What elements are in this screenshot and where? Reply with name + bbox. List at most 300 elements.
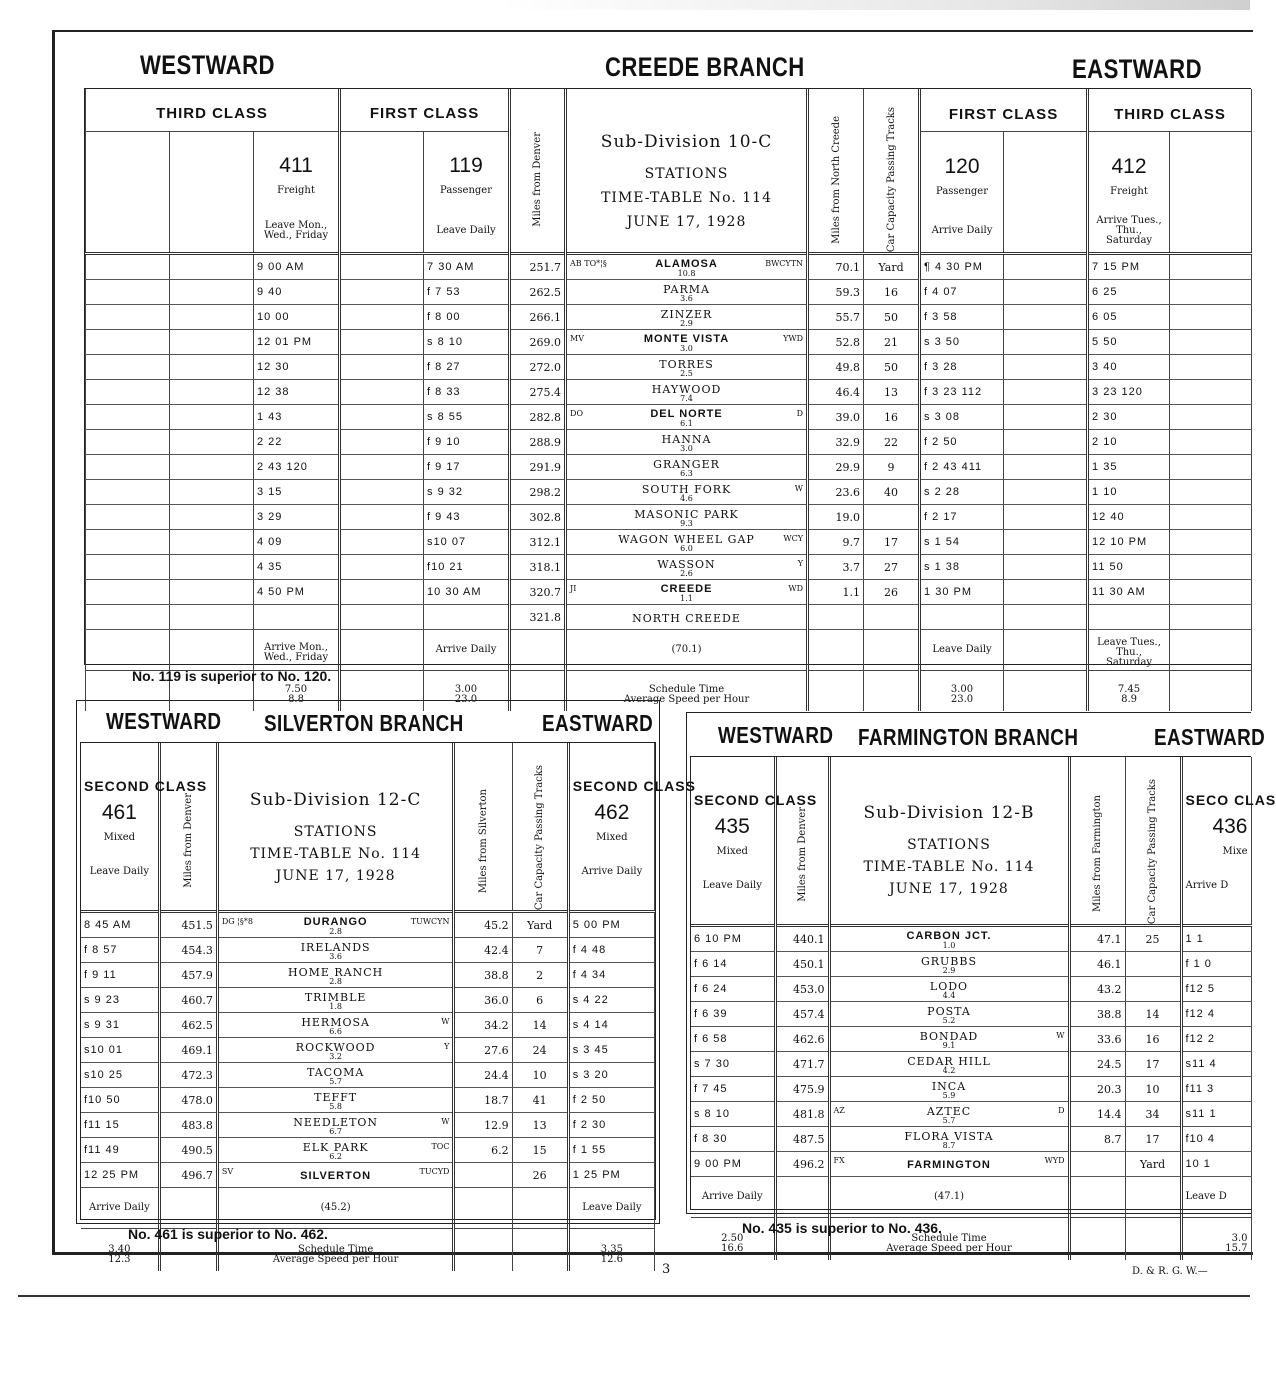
farmington-eastward-header: EASTWARD (1154, 724, 1266, 750)
train-411-time: 3 15 (254, 480, 340, 505)
station-name: NEEDLETON (293, 1116, 379, 1130)
train-411-time: 12 30 (254, 355, 340, 380)
station-office-code: MV (570, 334, 584, 344)
station-facility-code: W (441, 1017, 450, 1027)
station-name: CEDAR HILL (907, 1055, 991, 1069)
miles-from-north-creede: 19.0 (808, 505, 864, 530)
station-facility-code: W (441, 1117, 450, 1127)
eastbound-time: f 4 34 (568, 963, 654, 988)
eastbound-time: s11 1 (1181, 1102, 1251, 1127)
station-cell (829, 1077, 1069, 1102)
empty-cell (1170, 505, 1252, 530)
creede-leave-412: Leave Tues., Thu., Saturday (1097, 637, 1161, 669)
station-office-code: JI (570, 584, 577, 594)
station-cell (566, 530, 808, 555)
farmington-westward-header: WESTWARD (718, 722, 834, 748)
train-461-kind: Mixed (103, 831, 136, 843)
train-412-time: 5 50 (1088, 330, 1170, 355)
empty-cell (1170, 355, 1252, 380)
car-capacity: 14 (512, 1013, 568, 1038)
train-411-time: 4 35 (254, 555, 340, 580)
miles-from-denver: 440.1 (775, 926, 829, 952)
creede-eastward-header: EASTWARD (1072, 54, 1202, 84)
station-cell (566, 580, 808, 605)
car-capacity: 25 (1125, 926, 1181, 952)
station-name: FARMINGTON (907, 1159, 991, 1172)
miles-from-terminal (454, 1163, 512, 1188)
eastbound-time: f 2 30 (568, 1113, 654, 1138)
eastbound-time: f10 4 (1181, 1127, 1251, 1152)
silverton-miles-other-label: Miles from Silverton (478, 788, 490, 893)
station-cell (829, 952, 1069, 977)
creede-sched-411: 7.50 (284, 684, 308, 696)
miles-from-denver: 291.9 (510, 455, 566, 480)
empty-cell (86, 305, 170, 330)
eastbound-time: f12 5 (1181, 977, 1251, 1002)
empty-cell (86, 405, 170, 430)
empty-cell (86, 505, 170, 530)
empty-cell (170, 254, 254, 280)
eastbound-time: 1 25 PM (568, 1163, 654, 1188)
silverton-second-class-east: SECOND CLASS (572, 777, 696, 794)
station-name: TRIMBLE (304, 991, 367, 1005)
station-distance: 4.4 (942, 991, 956, 1001)
station-cell (566, 330, 808, 355)
station-facility-code: YWD (783, 334, 804, 344)
creede-first-class-east: FIRST CLASS (948, 106, 1059, 124)
westbound-time: s10 01 (81, 1038, 159, 1063)
silverton-subdivision: Sub-Division 12-C (249, 789, 422, 810)
miles-from-denver: 269.0 (510, 330, 566, 355)
miles-from-denver: 475.9 (775, 1077, 829, 1102)
station-name: WAGON WHEEL GAP (618, 533, 755, 547)
silverton-table (81, 743, 696, 1271)
train-120-time: f 3 28 (920, 355, 1004, 380)
station-name: TACOMA (306, 1066, 365, 1080)
miles-from-denver: 266.1 (510, 305, 566, 330)
creede-third-class-west: THIRD CLASS (156, 105, 268, 123)
creede-speed-412: 8.9 (1121, 694, 1137, 706)
station-cell (217, 1088, 454, 1113)
station-facility-code: Y (444, 1042, 450, 1052)
miles-from-denver: 496.2 (775, 1152, 829, 1177)
train-120-time: f 2 17 (920, 505, 1004, 530)
farmington-subdivision: Sub-Division 12-B (863, 802, 1035, 823)
station-cell (829, 1002, 1069, 1027)
station-office-code: DO (570, 409, 584, 419)
table-row (691, 1152, 1251, 1177)
train-120-time: s 1 38 (920, 555, 1004, 580)
table-row (691, 1027, 1251, 1052)
farmington-timetable-date: JUNE 17, 1928 (889, 880, 1009, 897)
train-462-days: Arrive Daily (581, 865, 643, 877)
westbound-time: s 7 30 (691, 1052, 775, 1077)
farmington-second-class-east: SECO CLAS (1185, 791, 1276, 808)
westbound-time: f11 49 (81, 1138, 159, 1163)
table-row (81, 1038, 655, 1063)
empty-cell (1170, 530, 1252, 555)
creede-table (85, 89, 1252, 711)
train-119-time: f 7 53 (424, 280, 510, 305)
station-cell (566, 254, 808, 280)
empty-cell (340, 480, 424, 505)
footer-railroad: D. & R. G. W.— (1132, 1266, 1208, 1277)
station-name: MONTE VISTA (643, 333, 730, 346)
car-capacity: 50 (864, 305, 920, 330)
train-436-days: Arrive D (1185, 879, 1229, 891)
table-row (81, 1013, 655, 1038)
car-capacity: 16 (1125, 1027, 1181, 1052)
station-name: ELK PARK (302, 1141, 369, 1155)
station-name: PARMA (663, 283, 710, 297)
miles-from-north-creede: 52.8 (808, 330, 864, 355)
empty-cell (340, 355, 424, 380)
station-distance: 9.3 (680, 519, 693, 529)
train-120-kind: Passenger (936, 185, 989, 197)
creede-speed-119: 23.0 (454, 694, 478, 706)
empty-cell (170, 280, 254, 305)
empty-cell (1170, 254, 1252, 280)
table-row (81, 988, 655, 1013)
miles-from-denver: 481.8 (775, 1102, 829, 1127)
creede-speed-120: 23.0 (950, 694, 974, 706)
station-distance: 5.2 (942, 1016, 956, 1026)
train-412-time: 12 10 PM (1088, 530, 1170, 555)
train-119-time: f 9 17 (424, 455, 510, 480)
table-row (86, 605, 1252, 630)
station-name: HAYWOOD (651, 383, 722, 397)
station-cell (217, 1063, 454, 1088)
westbound-time: 9 00 PM (691, 1152, 775, 1177)
train-119-time: 10 30 AM (424, 580, 510, 605)
car-capacity: 17 (1125, 1127, 1181, 1152)
eastbound-time: s 4 14 (568, 1013, 654, 1038)
station-distance: 6.2 (329, 1152, 343, 1162)
farmington-miles-other-label: Miles from Farmington (1092, 795, 1103, 913)
silverton-speed-label: Average Speed per Hour (272, 1254, 399, 1266)
train-119-kind: Passenger (440, 184, 493, 196)
miles-from-terminal: 45.2 (454, 912, 512, 938)
train-120-time: f 4 07 (920, 280, 1004, 305)
empty-cell (1004, 380, 1088, 405)
eastbound-time: f 2 50 (568, 1088, 654, 1113)
train-411-time (254, 605, 340, 630)
train-412-number: 412 (1111, 154, 1147, 178)
station-distance: 3.0 (680, 344, 693, 354)
farmington-speed-label: Average Speed per Hour (886, 1243, 1012, 1255)
train-119-days: Leave Daily (436, 224, 496, 236)
train-412-time: 2 30 (1088, 405, 1170, 430)
train-412-time: 11 30 AM (1088, 580, 1170, 605)
station-cell (566, 605, 808, 630)
eastbound-time: s 3 45 (568, 1038, 654, 1063)
eastbound-time: s 3 20 (568, 1063, 654, 1088)
table-row (691, 926, 1251, 952)
empty-cell (170, 430, 254, 455)
miles-from-denver: 275.4 (510, 380, 566, 405)
station-distance: 2.6 (680, 569, 693, 579)
table-row (86, 330, 1252, 355)
empty-cell (86, 330, 170, 355)
train-120-time: f 3 23 112 (920, 380, 1004, 405)
train-462-number: 462 (594, 800, 630, 824)
train-119-time: 7 30 AM (424, 254, 510, 280)
station-name: ZINZER (660, 308, 713, 322)
eastbound-time: f 4 48 (568, 938, 654, 963)
empty-cell (1170, 305, 1252, 330)
station-distance: 4.6 (680, 494, 693, 504)
miles-from-terminal: 43.2 (1069, 977, 1125, 1002)
train-411-kind: Freight (277, 184, 315, 196)
miles-from-terminal: 6.2 (454, 1138, 512, 1163)
station-office-code: AZ (833, 1106, 845, 1116)
empty-cell (86, 380, 170, 405)
car-capacity: 17 (1125, 1052, 1181, 1077)
silverton-sched-461: 3.40 (108, 1244, 131, 1256)
empty-cell (1004, 530, 1088, 555)
station-name: IRELANDS (300, 941, 371, 955)
empty-cell (1170, 380, 1252, 405)
table-row (81, 912, 655, 938)
silverton-timetable-date: JUNE 17, 1928 (275, 867, 396, 884)
station-facility-code: TUWCYN (410, 917, 450, 927)
train-119-number: 119 (449, 153, 483, 177)
station-facility-code: W (794, 484, 804, 494)
train-412-time: 2 10 (1088, 430, 1170, 455)
station-distance: 2.5 (680, 369, 693, 379)
miles-from-north-creede: 1.1 (808, 580, 864, 605)
train-411-time: 1 43 (254, 405, 340, 430)
station-name: LODO (929, 980, 969, 994)
miles-from-denver: 288.9 (510, 430, 566, 455)
table-row (86, 555, 1252, 580)
table-row (86, 430, 1252, 455)
station-facility-code: BWCYTN (765, 259, 804, 269)
station-name: HANNA (661, 433, 712, 447)
table-row (86, 530, 1252, 555)
eastbound-time: f 1 55 (568, 1138, 654, 1163)
silverton-leave: Leave Daily (582, 1202, 642, 1214)
car-capacity: 40 (864, 480, 920, 505)
westbound-time: s10 25 (81, 1063, 159, 1088)
eastbound-time: s11 4 (1181, 1052, 1251, 1077)
station-name: WASSON (657, 558, 716, 572)
train-412-time: 7 15 PM (1088, 254, 1170, 280)
car-capacity: 13 (864, 380, 920, 405)
creede-schedule-label: Schedule Time (648, 684, 725, 696)
creede-sched-412: 7.45 (1117, 684, 1141, 696)
train-461-number: 461 (101, 800, 137, 824)
empty-cell (340, 605, 424, 630)
creede-title: CREEDE BRANCH (605, 52, 805, 82)
westbound-time: f 8 57 (81, 938, 159, 963)
station-distance: 5.7 (942, 1116, 956, 1126)
station-cell (566, 305, 808, 330)
station-facility-code: W (1056, 1031, 1065, 1041)
silverton-total-miles: (45.2) (320, 1202, 351, 1214)
car-capacity: 16 (864, 405, 920, 430)
westbound-time: f 6 24 (691, 977, 775, 1002)
station-cell (829, 1027, 1069, 1052)
empty-cell (1004, 305, 1088, 330)
miles-from-denver: 262.5 (510, 280, 566, 305)
station-cell (829, 1052, 1069, 1077)
empty-cell (1170, 280, 1252, 305)
westbound-time: f 7 45 (691, 1077, 775, 1102)
bottom-rule (18, 1295, 1250, 1297)
miles-from-denver: 318.1 (510, 555, 566, 580)
station-name: INCA (931, 1080, 967, 1094)
station-facility-code: TUCYD (419, 1167, 450, 1177)
train-119-time: f 8 00 (424, 305, 510, 330)
train-412-time (1088, 605, 1170, 630)
station-cell (566, 430, 808, 455)
creede-arrive-411: Arrive Mon., Wed., Friday (263, 642, 329, 664)
station-name: NORTH CREEDE (632, 612, 741, 626)
eastbound-time: 10 1 (1181, 1152, 1251, 1177)
miles-from-denver: 457.4 (775, 1002, 829, 1027)
miles-from-terminal: 14.4 (1069, 1102, 1125, 1127)
empty-cell (340, 530, 424, 555)
train-119-time: s 8 55 (424, 405, 510, 430)
table-row (86, 280, 1252, 305)
station-office-code: SV (221, 1167, 234, 1177)
silverton-westward-header: WESTWARD (106, 708, 222, 734)
westbound-time: f 9 11 (81, 963, 159, 988)
empty-cell (170, 505, 254, 530)
page-number: 3 (662, 1262, 671, 1277)
farmington-sched-435: 2.50 (721, 1233, 744, 1245)
table-row (86, 580, 1252, 605)
eastbound-time: 5 00 PM (568, 912, 654, 938)
farmington-arrive: Arrive Daily (701, 1191, 763, 1203)
miles-from-denver: 282.8 (510, 405, 566, 430)
empty-cell (1004, 280, 1088, 305)
table-row (86, 380, 1252, 405)
station-name: MASONIC PARK (634, 508, 739, 522)
miles-from-north-creede: 59.3 (808, 280, 864, 305)
station-name: POSTA (927, 1005, 971, 1019)
station-cell (217, 988, 454, 1013)
farmington-speed-436: 15.7 (1225, 1243, 1248, 1255)
empty-cell (340, 405, 424, 430)
farmington-miles-denver-label: Miles from Denver (796, 807, 808, 902)
empty-cell (340, 455, 424, 480)
table-row (691, 952, 1251, 977)
car-capacity: 7 (512, 938, 568, 963)
eastbound-time: f 1 0 (1181, 952, 1251, 977)
station-cell (217, 912, 454, 938)
miles-from-north-creede: 70.1 (808, 254, 864, 280)
train-412-days: Arrive Tues., Thu., Saturday (1096, 214, 1162, 246)
miles-from-denver: 450.1 (775, 952, 829, 977)
farmington-total-miles: (47.1) (933, 1191, 965, 1203)
silverton-timetable-number: TIME-TABLE No. 114 (250, 845, 422, 862)
train-412-time: 11 50 (1088, 555, 1170, 580)
train-411-time: 4 50 PM (254, 580, 340, 605)
creede-timetable-number: TIME-TABLE No. 114 (601, 189, 772, 206)
car-capacity: 14 (1125, 1002, 1181, 1027)
station-distance: 6.6 (329, 1027, 343, 1037)
empty-cell (1004, 254, 1088, 280)
farmington-capacity-label: Car Capacity Passing Tracks (1147, 779, 1158, 925)
farmington-speed-435: 16.6 (721, 1243, 744, 1255)
car-capacity: 26 (512, 1163, 568, 1188)
station-name: DEL NORTE (650, 408, 723, 421)
silverton-speed-462: 12.6 (600, 1254, 623, 1266)
empty-cell (1170, 330, 1252, 355)
farmington-leave: Leave D (1185, 1191, 1227, 1203)
station-cell (566, 505, 808, 530)
creede-sched-119: 3.00 (454, 684, 478, 696)
train-411-days: Leave Mon., Wed., Friday (263, 219, 329, 241)
station-distance: 3.2 (329, 1052, 343, 1062)
creede-speed-label: Average Speed per Hour (623, 694, 750, 706)
train-436-kind: Mixe (1222, 845, 1248, 857)
silverton-speed-461: 12.3 (108, 1254, 131, 1266)
miles-from-denver: 487.5 (775, 1127, 829, 1152)
miles-from-terminal: 34.2 (454, 1013, 512, 1038)
miles-from-terminal: 33.6 (1069, 1027, 1125, 1052)
station-cell (566, 455, 808, 480)
creede-superiority-note: No. 119 is superior to No. 120. (132, 668, 332, 684)
station-name: ROCKWOOD (295, 1041, 376, 1055)
westbound-time: 6 10 PM (691, 926, 775, 952)
eastbound-time: f12 4 (1181, 1002, 1251, 1027)
station-distance: 6.1 (680, 419, 693, 429)
train-435-kind: Mixed (716, 845, 748, 857)
miles-from-north-creede: 46.4 (808, 380, 864, 405)
station-distance: 8.7 (942, 1141, 956, 1151)
car-capacity: 17 (864, 530, 920, 555)
train-120-time: f 2 43 411 (920, 455, 1004, 480)
silverton-capacity-label: Car Capacity Passing Tracks (534, 765, 546, 911)
car-capacity: 15 (512, 1138, 568, 1163)
westbound-time: 8 45 AM (81, 912, 159, 938)
train-411-time: 12 01 PM (254, 330, 340, 355)
miles-from-denver: 320.7 (510, 580, 566, 605)
miles-from-denver: 472.3 (159, 1063, 217, 1088)
creede-miles-denver-label: Miles from Denver (532, 132, 544, 227)
station-distance: 1.8 (329, 1002, 343, 1012)
miles-from-denver: 457.9 (159, 963, 217, 988)
empty-cell (1004, 580, 1088, 605)
station-cell (217, 963, 454, 988)
miles-from-terminal: 38.8 (1069, 1002, 1125, 1027)
train-412-time: 3 40 (1088, 355, 1170, 380)
station-distance: 6.7 (329, 1127, 343, 1137)
farmington-stations-label: STATIONS (907, 836, 991, 853)
train-412-time: 1 35 (1088, 455, 1170, 480)
train-120-days: Arrive Daily (931, 224, 993, 236)
empty-cell (1004, 430, 1088, 455)
table-row (691, 977, 1251, 1002)
westbound-time: f10 50 (81, 1088, 159, 1113)
miles-from-north-creede: 23.6 (808, 480, 864, 505)
silverton-miles-denver-label: Miles from Denver (182, 793, 194, 888)
table-row (691, 1002, 1251, 1027)
station-distance: 2.9 (942, 966, 956, 976)
silverton-second-class-west: SECOND CLASS (84, 777, 208, 794)
empty-cell (86, 455, 170, 480)
silverton-sched-462: 3.35 (600, 1244, 623, 1256)
station-facility-code: WD (788, 584, 804, 594)
station-distance: 5.9 (942, 1091, 956, 1101)
empty-cell (86, 280, 170, 305)
train-411-number: 411 (279, 153, 313, 177)
train-120-time: f 3 58 (920, 305, 1004, 330)
station-name: AZTEC (926, 1105, 972, 1119)
